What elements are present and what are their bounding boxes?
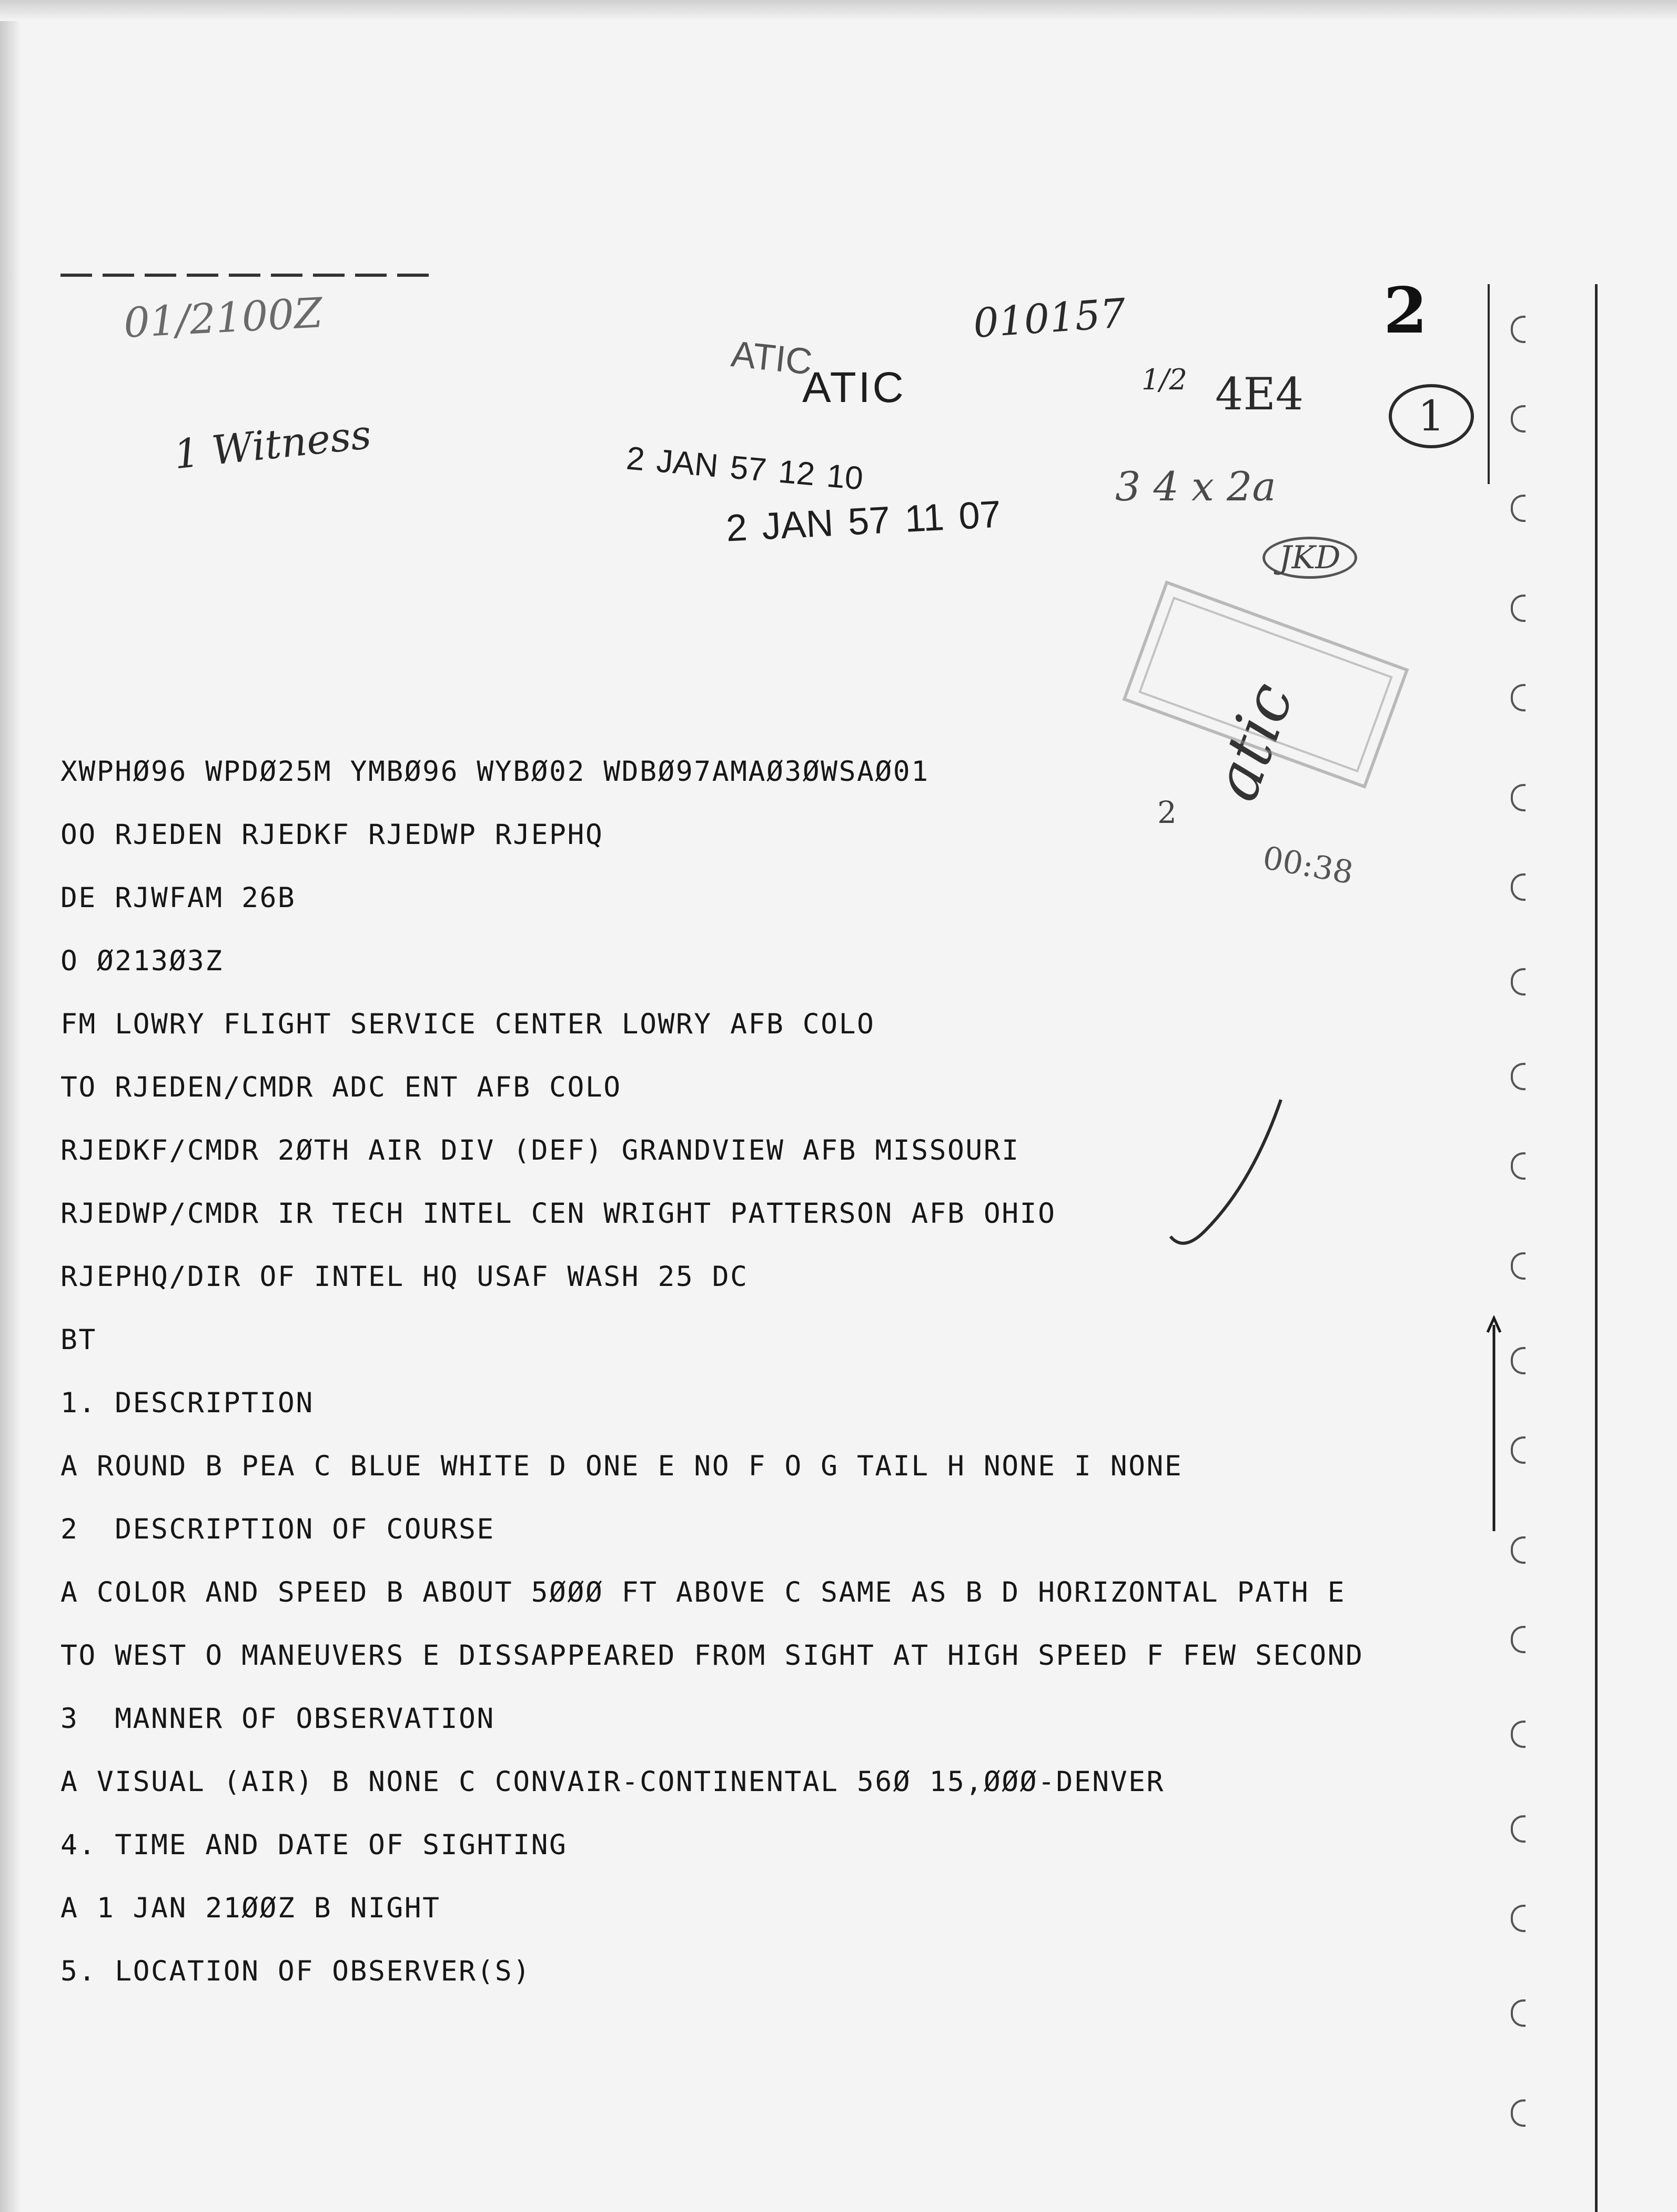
page-edge-shadow	[0, 0, 21, 2212]
paper-right-border	[1595, 284, 1598, 2212]
atic-stamp-secondary: ATIC	[802, 364, 906, 411]
sprocket-hole	[1511, 1626, 1526, 1653]
section-body-line: A VISUAL (AIR) B NONE C CONVAIR-CONTINENTAL 56Ø 15,ØØØ-DENVER	[60, 1766, 1165, 1798]
handwritten-witness-note: 1 Witness	[171, 410, 373, 478]
sprocket-hole	[1511, 968, 1526, 996]
section-heading: 3 MANNER OF OBSERVATION	[60, 1703, 495, 1735]
message-addressee-line: RJEPHQ/DIR OF INTEL HQ USAF WASH 25 DC	[60, 1261, 749, 1293]
torn-header-line	[60, 274, 429, 277]
section-body-line: A 1 JAN 21ØØZ B NIGHT	[60, 1892, 441, 1924]
message-precedence-addressees: OO RJEDEN RJEDKF RJEDWP RJEPHQ	[60, 819, 604, 851]
section-body-line: A ROUND B PEA C BLUE WHITE D ONE E NO F O G TAIL H NONE I NONE	[60, 1450, 1183, 1482]
message-addressee-line: RJEDWP/CMDR IR TECH INTEL CEN WRIGHT PATTERSON AFB OHIO	[60, 1198, 1056, 1230]
sprocket-hole	[1511, 873, 1526, 901]
handwritten-time-note: 01/2100Z	[122, 289, 324, 347]
date-received-stamp-primary: 2 JAN 57 12 10	[624, 440, 865, 497]
sprocket-hole	[1511, 495, 1526, 522]
atic-stamp-primary: ATIC	[729, 333, 814, 383]
message-addressee-line: RJEDKF/CMDR 2ØTH AIR DIV (DEF) GRANDVIEW AFB MISSOURI	[60, 1134, 1020, 1167]
section-heading: 1. DESCRIPTION	[60, 1387, 314, 1419]
sprocket-hole	[1511, 1347, 1526, 1374]
sprocket-hole	[1511, 1721, 1526, 1748]
handwritten-file-code: 4E4	[1215, 368, 1304, 420]
received-stamp-inner-frame	[1138, 597, 1393, 772]
handwritten-dimensions: 3 4 x 2a	[1115, 463, 1276, 510]
message-routing-header: XWPHØ96 WPDØ25M YMBØ96 WYBØ02 WDBØ97AMAØ3ØWSAØ01	[60, 756, 930, 788]
date-received-stamp-secondary: 2 JAN 57 11 07	[725, 493, 1002, 550]
sprocket-hole	[1511, 1999, 1526, 2027]
section-body-line: TO WEST O MANEUVERS E DISSAPPEARED FROM SIGHT AT HIGH SPEED F FEW SECOND	[60, 1640, 1364, 1672]
handwritten-receipt-signature: atic	[1198, 673, 1308, 810]
handwritten-fraction: 1/2	[1141, 363, 1187, 396]
page-edge-shadow-top	[0, 0, 1677, 21]
sprocket-hole	[1511, 2099, 1526, 2127]
handwritten-check-mark	[1168, 1094, 1289, 1252]
paper-tear-border	[1488, 284, 1490, 484]
sprocket-hole	[1511, 1436, 1526, 1464]
section-heading: 5. LOCATION OF OBSERVER(S)	[60, 1955, 531, 1987]
message-break-marker: BT	[60, 1324, 97, 1356]
section-heading: 4. TIME AND DATE OF SIGHTING	[60, 1829, 568, 1861]
sprocket-hole	[1511, 1536, 1526, 1564]
sprocket-hole	[1511, 595, 1526, 622]
section-heading: 2 DESCRIPTION OF COURSE	[60, 1513, 495, 1545]
sprocket-hole	[1511, 684, 1526, 711]
message-originator-station: DE RJWFAM 26B	[60, 882, 296, 914]
sprocket-hole	[1511, 1152, 1526, 1180]
sprocket-hole	[1511, 1905, 1526, 1932]
handwritten-circled-number: 1	[1389, 384, 1474, 448]
message-from-line: FM LOWRY FLIGHT SERVICE CENTER LOWRY AFB COLO	[60, 1008, 875, 1040]
sprocket-hole	[1511, 1252, 1526, 1280]
sprocket-hole	[1511, 316, 1526, 343]
section-body-line: A COLOR AND SPEED B ABOUT 5ØØØ FT ABOVE C SAME AS B D HORIZONTAL PATH E	[60, 1576, 1346, 1608]
message-date-time-group: O Ø213Ø3Z	[60, 945, 224, 977]
handwritten-initials: JKD	[1262, 537, 1357, 579]
message-to-line: TO RJEDEN/CMDR ADC ENT AFB COLO	[60, 1071, 622, 1103]
handwritten-receipt-time: 00:38	[1260, 839, 1356, 892]
sprocket-hole	[1511, 784, 1526, 811]
handwritten-reference-number: 010157	[972, 289, 1127, 347]
margin-arrow	[1478, 1315, 1510, 1536]
sprocket-hole	[1511, 1815, 1526, 1843]
handwritten-page-number: 2	[1383, 274, 1428, 348]
sprocket-hole	[1511, 405, 1526, 433]
handwritten-receipt-date: 2	[1157, 795, 1177, 830]
sprocket-hole	[1511, 1063, 1526, 1090]
